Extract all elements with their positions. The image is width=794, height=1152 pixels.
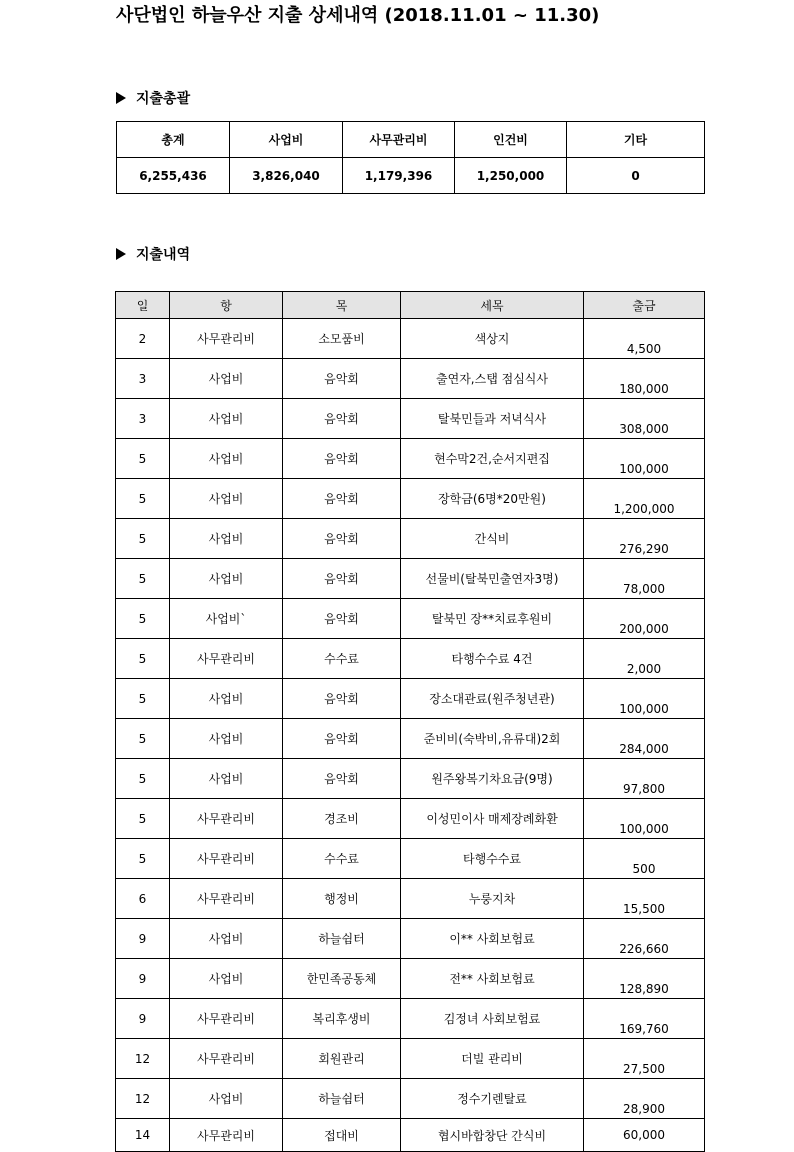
row-amount: 100,000 <box>584 679 705 719</box>
row-day: 5 <box>116 439 170 479</box>
row-day: 3 <box>116 399 170 439</box>
row-item: 음악회 <box>283 359 401 399</box>
row-day: 5 <box>116 559 170 599</box>
table-row <box>116 879 705 919</box>
row-amount: 180,000 <box>584 359 705 399</box>
table-row <box>116 439 705 479</box>
triangle-bullet-icon <box>116 92 126 104</box>
table-row <box>116 319 705 359</box>
row-amount: 308,000 <box>584 399 705 439</box>
row-amount: 226,660 <box>584 919 705 959</box>
details-header-row <box>116 292 705 319</box>
row-category: 사무관리비 <box>170 639 283 679</box>
row-category: 사업비 <box>170 759 283 799</box>
summary-value-total: 6,255,436 <box>117 158 230 194</box>
table-row <box>116 559 705 599</box>
table-row <box>116 679 705 719</box>
row-category: 사업비 <box>170 679 283 719</box>
row-subitem: 색상지 <box>401 319 584 359</box>
row-day: 12 <box>116 1079 170 1119</box>
row-item: 복리후생비 <box>283 999 401 1039</box>
table-row <box>116 359 705 399</box>
table-row <box>116 479 705 519</box>
row-amount: 100,000 <box>584 799 705 839</box>
row-item: 음악회 <box>283 479 401 519</box>
summary-header-other: 기타 <box>567 122 705 158</box>
table-row <box>116 519 705 559</box>
row-day: 9 <box>116 999 170 1039</box>
row-day: 5 <box>116 719 170 759</box>
row-subitem: 탈북민 장**치료후원비 <box>401 599 584 639</box>
row-item: 음악회 <box>283 679 401 719</box>
table-row <box>116 919 705 959</box>
row-amount: 2,000 <box>584 639 705 679</box>
row-amount: 15,500 <box>584 879 705 919</box>
summary-value-personnel: 1,250,000 <box>455 158 567 194</box>
summary-header-business: 사업비 <box>230 122 343 158</box>
table-row <box>116 399 705 439</box>
row-day: 9 <box>116 959 170 999</box>
row-amount: 4,500 <box>584 319 705 359</box>
row-category: 사무관리비 <box>170 879 283 919</box>
row-category: 사무관리비 <box>170 799 283 839</box>
summary-header-office: 사무관리비 <box>343 122 455 158</box>
row-item: 음악회 <box>283 759 401 799</box>
row-item: 수수료 <box>283 839 401 879</box>
row-amount: 27,500 <box>584 1039 705 1079</box>
triangle-bullet-icon <box>116 248 126 260</box>
table-row <box>116 1079 705 1119</box>
row-amount: 78,000 <box>584 559 705 599</box>
row-category: 사업비 <box>170 359 283 399</box>
table-row <box>116 639 705 679</box>
row-subitem: 협시바합창단 간식비 <box>401 1119 584 1152</box>
table-row <box>116 1039 705 1079</box>
summary-value-other: 0 <box>567 158 705 194</box>
row-item: 음악회 <box>283 519 401 559</box>
row-category: 사업비 <box>170 1079 283 1119</box>
row-day: 5 <box>116 479 170 519</box>
table-row <box>116 719 705 759</box>
row-amount: 97,800 <box>584 759 705 799</box>
row-category: 사업비 <box>170 399 283 439</box>
row-amount: 284,000 <box>584 719 705 759</box>
row-amount: 276,290 <box>584 519 705 559</box>
row-day: 6 <box>116 879 170 919</box>
table-row <box>116 759 705 799</box>
row-subitem: 현수막2건,순서지편집 <box>401 439 584 479</box>
row-item: 한민족공동체 <box>283 959 401 999</box>
details-table <box>115 291 705 1152</box>
summary-value-office: 1,179,396 <box>343 158 455 194</box>
summary-heading-text: 지출총괄 <box>136 91 191 107</box>
section-details-heading <box>116 246 190 264</box>
row-subitem: 원주왕복기차요금(9명) <box>401 759 584 799</box>
summary-value-business: 3,826,040 <box>230 158 343 194</box>
summary-header-personnel: 인건비 <box>455 122 567 158</box>
row-item: 음악회 <box>283 599 401 639</box>
row-day: 5 <box>116 839 170 879</box>
details-header-subitem: 세목 <box>401 292 584 319</box>
row-subitem: 타행수수료 <box>401 839 584 879</box>
row-category: 사업비 <box>170 719 283 759</box>
row-subitem: 장소대관료(원주청년관) <box>401 679 584 719</box>
row-day: 3 <box>116 359 170 399</box>
row-subitem: 정수기렌탈료 <box>401 1079 584 1119</box>
row-amount: 128,890 <box>584 959 705 999</box>
row-day: 5 <box>116 599 170 639</box>
row-subitem: 누룽지차 <box>401 879 584 919</box>
row-category: 사무관리비 <box>170 839 283 879</box>
row-subitem: 이** 사회보험료 <box>401 919 584 959</box>
row-day: 2 <box>116 319 170 359</box>
row-category: 사업비` <box>170 599 283 639</box>
row-category: 사무관리비 <box>170 1039 283 1079</box>
row-day: 12 <box>116 1039 170 1079</box>
row-day: 14 <box>116 1119 170 1152</box>
details-header-amount: 출금 <box>584 292 705 319</box>
row-subitem: 전** 사회보험료 <box>401 959 584 999</box>
row-item: 수수료 <box>283 639 401 679</box>
row-subitem: 타행수수료 4건 <box>401 639 584 679</box>
row-subitem: 탈북민들과 저녁식사 <box>401 399 584 439</box>
row-day: 5 <box>116 679 170 719</box>
row-amount: 200,000 <box>584 599 705 639</box>
row-subitem: 준비비(숙박비,유류대)2회 <box>401 719 584 759</box>
row-category: 사무관리비 <box>170 319 283 359</box>
row-item: 하늘쉼터 <box>283 1079 401 1119</box>
row-day: 5 <box>116 759 170 799</box>
row-amount: 500 <box>584 839 705 879</box>
details-header-day: 일 <box>116 292 170 319</box>
row-subitem: 이성민이사 매제장례화환 <box>401 799 584 839</box>
summary-value-row <box>117 158 705 194</box>
row-subitem: 장학금(6명*20만원) <box>401 479 584 519</box>
table-row <box>116 959 705 999</box>
table-row <box>116 799 705 839</box>
row-subitem: 간식비 <box>401 519 584 559</box>
table-row <box>116 999 705 1039</box>
row-item: 음악회 <box>283 719 401 759</box>
row-subitem: 더빌 관리비 <box>401 1039 584 1079</box>
row-item: 경조비 <box>283 799 401 839</box>
section-summary-heading <box>116 90 190 108</box>
row-item: 접대비 <box>283 1119 401 1152</box>
row-subitem: 선물비(탈북민출연자3명) <box>401 559 584 599</box>
row-category: 사무관리비 <box>170 999 283 1039</box>
row-amount: 169,760 <box>584 999 705 1039</box>
row-category: 사무관리비 <box>170 1119 283 1152</box>
row-item: 소모품비 <box>283 319 401 359</box>
summary-header-total: 총계 <box>117 122 230 158</box>
row-item: 음악회 <box>283 559 401 599</box>
row-item: 하늘쉼터 <box>283 919 401 959</box>
row-category: 사업비 <box>170 439 283 479</box>
row-day: 9 <box>116 919 170 959</box>
row-subitem: 김정녀 사회보험료 <box>401 999 584 1039</box>
row-day: 5 <box>116 799 170 839</box>
table-row <box>116 599 705 639</box>
row-category: 사업비 <box>170 479 283 519</box>
row-amount: 1,200,000 <box>584 479 705 519</box>
table-row <box>116 839 705 879</box>
row-item: 음악회 <box>283 439 401 479</box>
table-row <box>116 1119 705 1152</box>
details-header-item: 목 <box>283 292 401 319</box>
document-title: 사단법인 하늘우산 지출 상세내역 (2018.11.01 ~ 11.30) <box>116 5 600 26</box>
row-day: 5 <box>116 519 170 559</box>
row-amount: 28,900 <box>584 1079 705 1119</box>
row-category: 사업비 <box>170 519 283 559</box>
row-category: 사업비 <box>170 559 283 599</box>
row-subitem: 출연자,스탭 점심식사 <box>401 359 584 399</box>
row-amount: 60,000 <box>584 1119 705 1152</box>
details-heading-text: 지출내역 <box>136 247 191 263</box>
summary-table <box>116 121 705 194</box>
row-item: 음악회 <box>283 399 401 439</box>
summary-header-row <box>117 122 705 158</box>
row-category: 사업비 <box>170 959 283 999</box>
row-day: 5 <box>116 639 170 679</box>
details-header-category: 항 <box>170 292 283 319</box>
row-category: 사업비 <box>170 919 283 959</box>
row-item: 회원관리 <box>283 1039 401 1079</box>
row-item: 행정비 <box>283 879 401 919</box>
row-amount: 100,000 <box>584 439 705 479</box>
